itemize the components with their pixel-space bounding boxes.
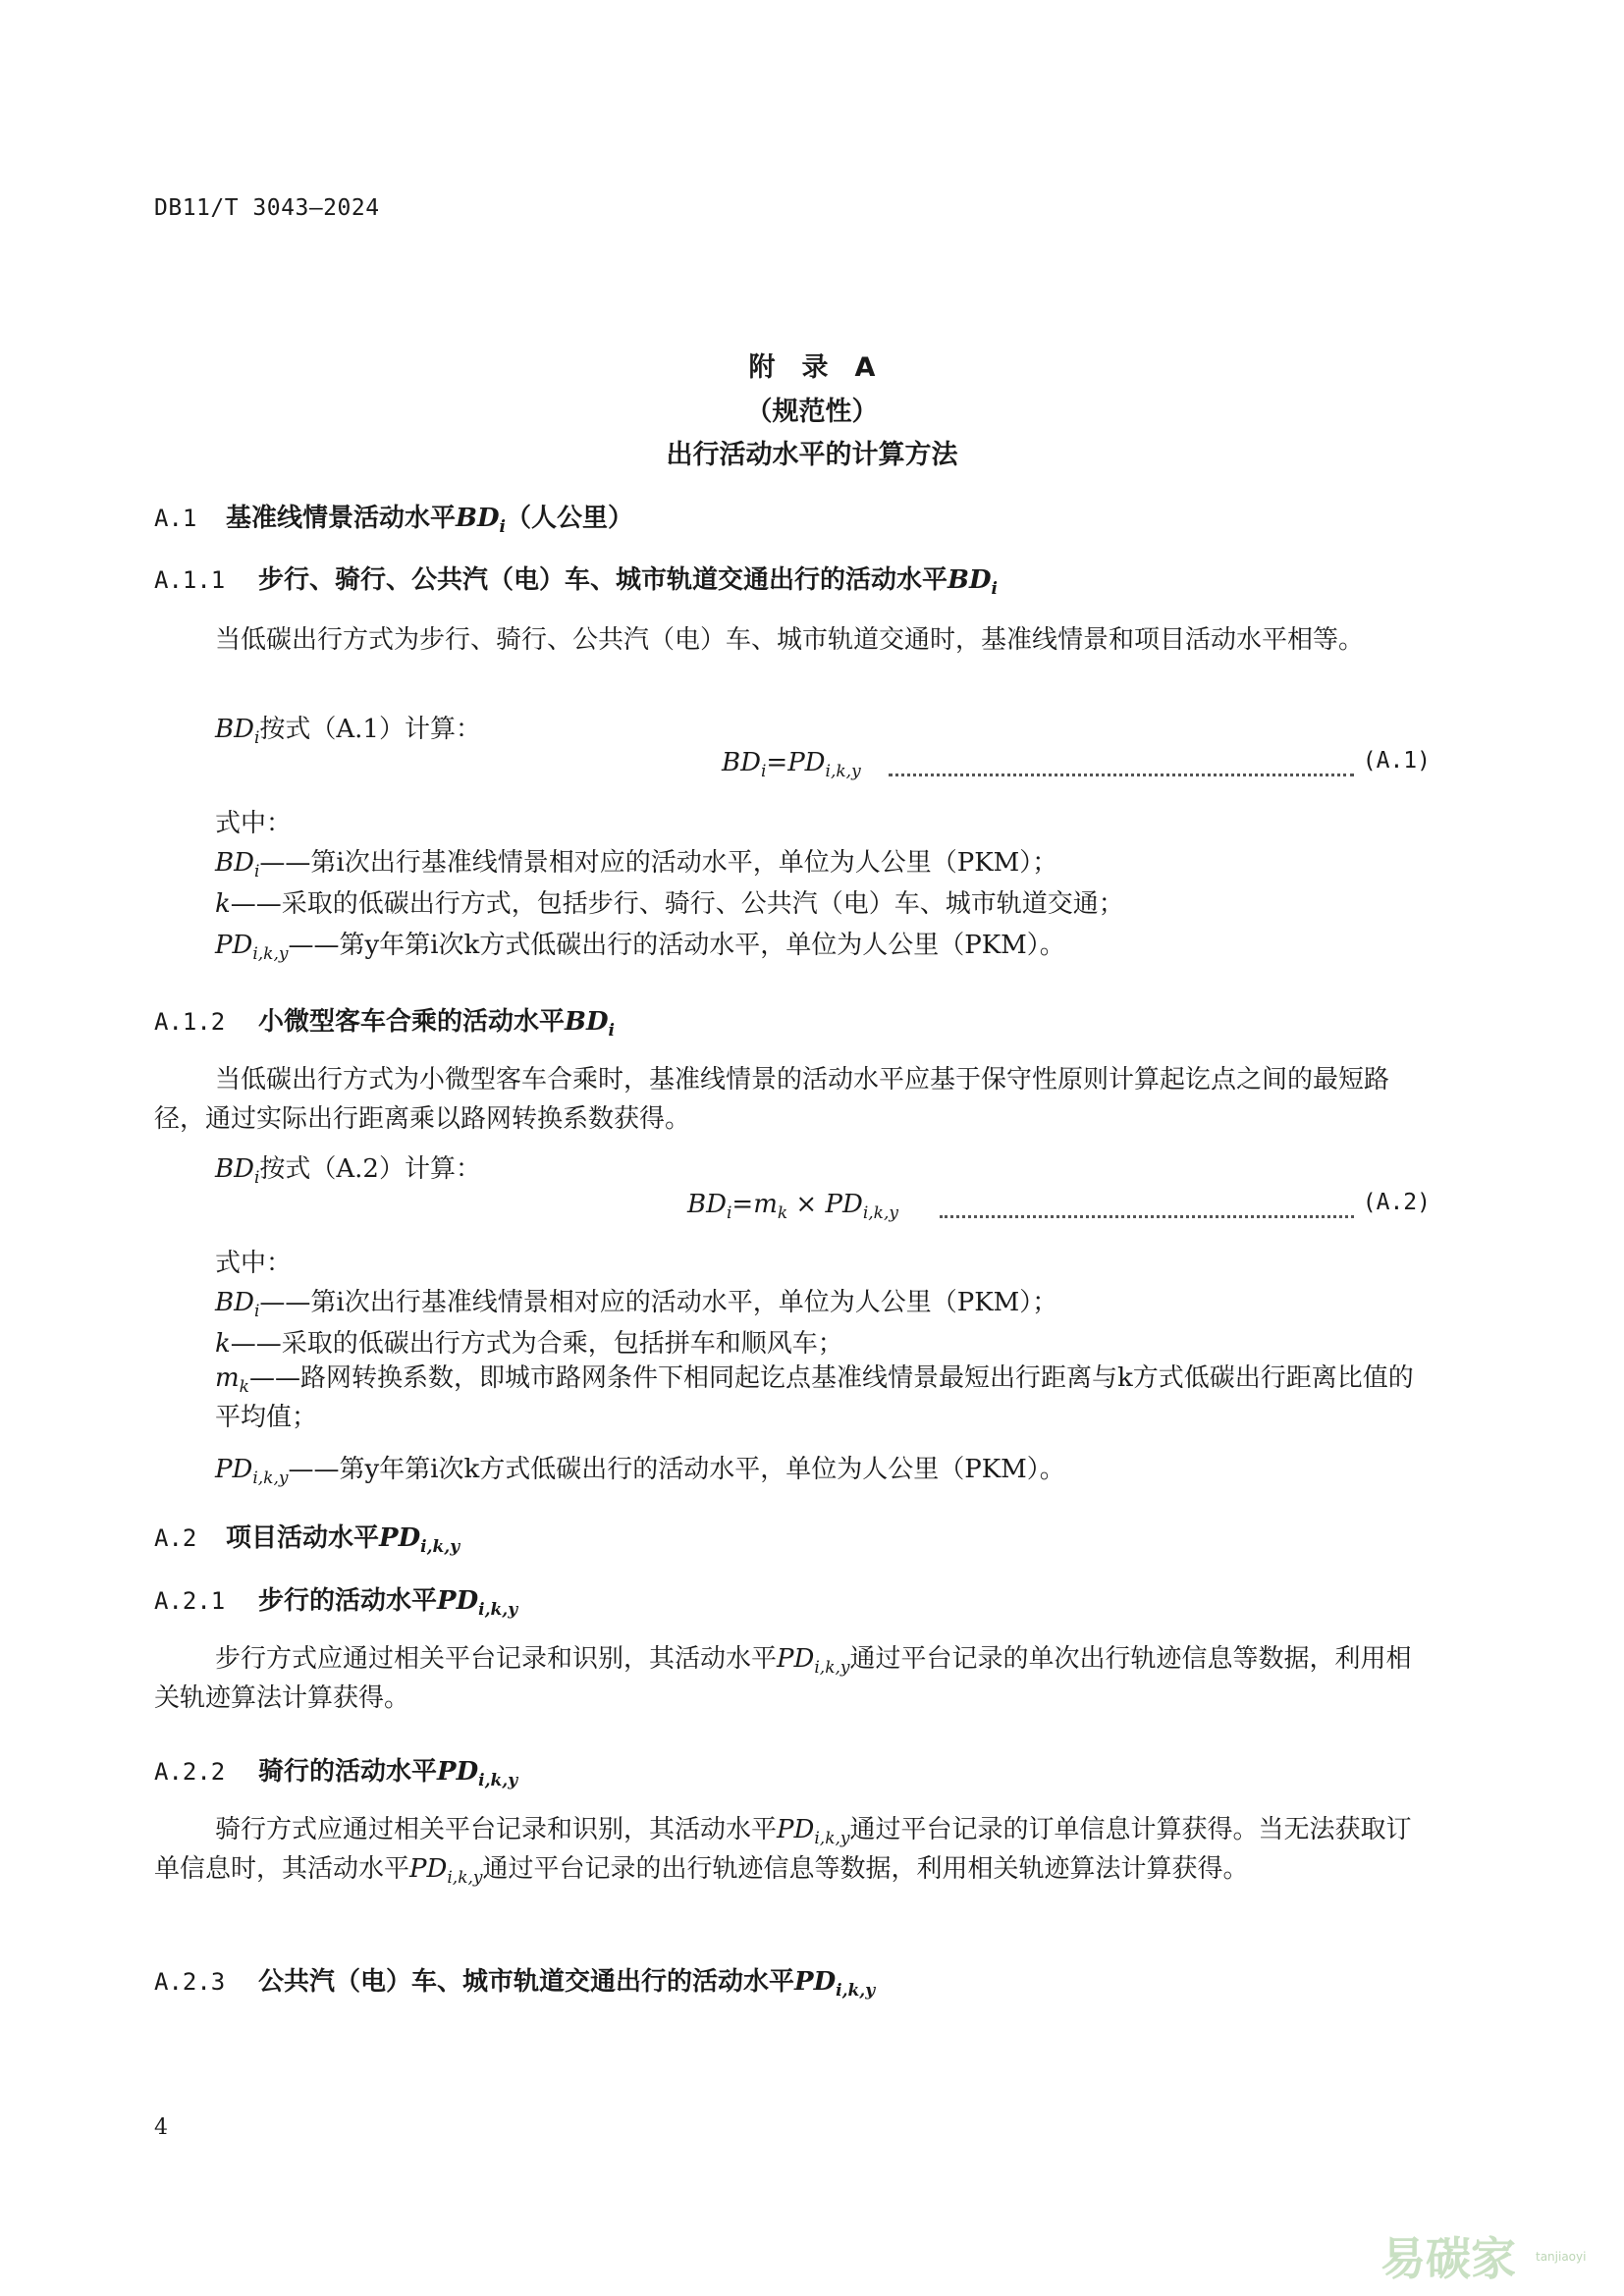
symbol-bd: BD bbox=[947, 565, 992, 595]
equation-number: (A.2) bbox=[1362, 1190, 1431, 1215]
symbol-sub: i,k,y bbox=[478, 1771, 518, 1790]
heading-a22 bbox=[154, 1751, 517, 1788]
appendix-subject: 出行活动水平的计算方法 bbox=[666, 440, 958, 470]
heading-number: A.2.2 bbox=[154, 1758, 226, 1786]
heading-unit: （人公里） bbox=[506, 504, 634, 533]
calc-intro-a1 bbox=[215, 709, 481, 748]
definition-pd: $PD_{i,k,y}——$第y年第i次k方式低碳出行的活动水平，单位为人公里（PKM）。 bbox=[215, 931, 1065, 964]
heading-number: A.2.1 bbox=[154, 1587, 226, 1615]
definition-pd: $PD_{i,k,y}——$第y年第i次k方式低碳出行的活动水平，单位为人公里（PKM）。 bbox=[215, 1455, 1065, 1488]
calc-intro-a2: $BD_i$按式（A.2）计算： bbox=[215, 1154, 481, 1188]
symbol-sub: i bbox=[608, 1021, 616, 1041]
heading-a12 bbox=[154, 1001, 616, 1041]
heading-a21 bbox=[154, 1580, 518, 1620]
equation-a1 bbox=[154, 748, 1431, 787]
paragraph-text: 当低碳出行方式为步行、骑行、公共汽（电）车、城市轨道交通时，基准线情景和项目活动水平相等。 bbox=[215, 625, 1365, 655]
calc-text: 按式（A.1）计算： bbox=[259, 715, 481, 744]
paragraph-a12 bbox=[154, 1060, 1431, 1139]
symbol-sub: i bbox=[499, 517, 507, 537]
definition-k: k——采取的低碳出行方式，包括步行、骑行、公共汽（电）车、城市轨道交通； bbox=[215, 889, 1124, 919]
heading-number: A.2.3 bbox=[154, 1968, 226, 1996]
definition-k: k——采取的低碳出行方式为合乘，包括拼车和顺风车； bbox=[215, 1329, 843, 1359]
symbol-pd: PD bbox=[379, 1523, 421, 1553]
symbol-sub: i bbox=[991, 579, 999, 599]
logo-text: 易碳家 bbox=[1380, 2232, 1516, 2285]
paragraph-text: 当低碳出行方式为小微型客车合乘时，基准线情景的活动水平应基于保守性原则计算起讫点之间的最短路径，通过实际出行距离乘以路网转换系数获得。 bbox=[154, 1065, 1390, 1134]
heading-a1 bbox=[154, 498, 634, 537]
definition-bd: $BD_i——$第i次出行基准线情景相对应的活动水平，单位为人公里（PKM）； bbox=[215, 1288, 1058, 1321]
definition-m: $m_k——$路网转换系数，即城市路网条件下相同起讫点基准线情景最短出行距离与k方式低碳出行距离比值的平均值； bbox=[215, 1363, 1414, 1432]
appendix-title: 附 录 A bbox=[748, 352, 876, 383]
leader-dots bbox=[889, 756, 1354, 776]
heading-text: 骑行的活动水平 bbox=[258, 1757, 438, 1787]
heading-a23 bbox=[154, 1961, 876, 2001]
heading-number: A.1.1 bbox=[154, 566, 226, 594]
heading-number: A.1 bbox=[154, 505, 197, 532]
page-number: 4 bbox=[154, 2115, 168, 2140]
symbol-bd: BD bbox=[215, 715, 254, 744]
paragraph-a22: 骑行方式应通过相关平台记录和识别，其活动水平$PD_{i,k,y}$通过平台记录的订单信息计算获得。当无法获取订单信息时，其活动水平$PD_{i,k,y}$通过平台记录的出行轨迹信息等数据，利用相关轨迹算法计算获得。 bbox=[154, 1815, 1412, 1888]
watermark-logo bbox=[1379, 2225, 1604, 2290]
heading-number: A.2 bbox=[154, 1524, 197, 1552]
symbol-bd: BD bbox=[456, 504, 500, 533]
heading-a11 bbox=[154, 560, 999, 599]
symbol-pd: PD bbox=[437, 1586, 479, 1616]
heading-text: 项目活动水平 bbox=[226, 1523, 380, 1553]
symbol-sub: i,k,y bbox=[420, 1537, 460, 1557]
document-code: DB11/T 3043—2024 bbox=[154, 195, 380, 221]
heading-number: A.1.2 bbox=[154, 1008, 226, 1036]
symbol-sub: i,k,y bbox=[478, 1600, 518, 1620]
symbol-bd: BD bbox=[565, 1007, 609, 1037]
heading-text: 小微型客车合乘的活动水平 bbox=[258, 1007, 566, 1037]
logo-subtext: tanjiaoyi bbox=[1536, 2250, 1587, 2264]
leader-dots bbox=[940, 1198, 1354, 1218]
heading-text: 公共汽（电）车、城市轨道交通出行的活动水平 bbox=[258, 1967, 795, 1997]
equation-a2 bbox=[154, 1190, 1431, 1229]
where-label: 式中： bbox=[215, 809, 293, 838]
definition-bd: $BD_i——$第i次出行基准线情景相对应的活动水平，单位为人公里（PKM）； bbox=[215, 848, 1058, 881]
symbol-pd: PD bbox=[437, 1757, 479, 1787]
heading-text: 步行的活动水平 bbox=[258, 1586, 438, 1616]
heading-text: 步行、骑行、公共汽（电）车、城市轨道交通出行的活动水平 bbox=[258, 565, 948, 595]
equation-expression: $BD_i=m_k \times PD_{i,k,y}$ bbox=[687, 1190, 898, 1223]
heading-text: 基准线情景活动水平 bbox=[226, 504, 457, 533]
symbol-sub: i bbox=[253, 728, 260, 748]
paragraph-a21: 步行方式应通过相关平台记录和识别，其活动水平$PD_{i,k,y}$通过平台记录的单次出行轨迹信息等数据，利用相关轨迹算法计算获得。 bbox=[154, 1644, 1412, 1713]
appendix-type: （规范性） bbox=[745, 397, 879, 427]
equation-number: (A.1) bbox=[1362, 748, 1431, 774]
equation-expression: $BD_i=PD_{i,k,y}$ bbox=[722, 748, 861, 781]
heading-a2 bbox=[154, 1518, 460, 1557]
where-label: 式中： bbox=[215, 1249, 293, 1278]
symbol-sub: i,k,y bbox=[836, 1981, 876, 2001]
symbol-pd: PD bbox=[794, 1967, 837, 1997]
paragraph-a11 bbox=[154, 620, 1431, 660]
